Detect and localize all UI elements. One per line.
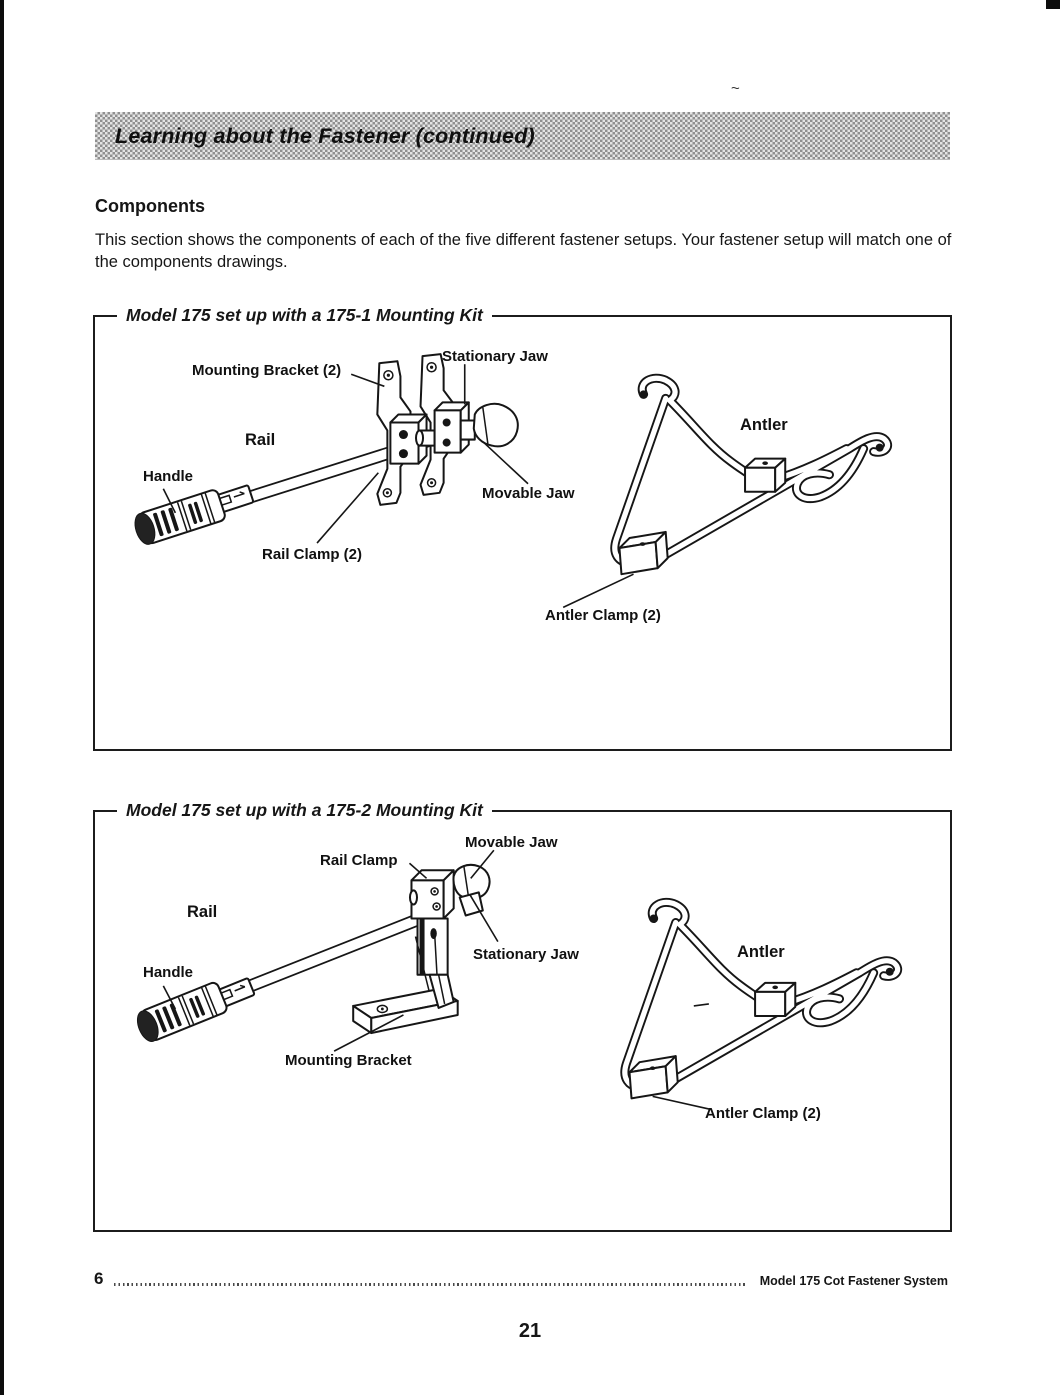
label-rail: Rail (187, 903, 218, 921)
label-handle: Handle (143, 964, 194, 981)
label-stationary-jaw: Stationary Jaw (442, 348, 548, 365)
footer-section-number: 6 (94, 1269, 104, 1288)
fastener-diagram-175-2 (95, 812, 950, 1230)
figure-box-175-2 (93, 800, 952, 1232)
scan-corner-mark (1046, 0, 1060, 9)
label-stationary-jaw: Stationary Jaw (473, 946, 579, 963)
figure-title: Model 175 set up with a 175-1 Mounting Kit (117, 305, 492, 326)
label-rail-clamp: Rail Clamp (2) (262, 546, 363, 563)
page-number: 21 (518, 1320, 542, 1342)
footer-doc-title: Model 175 Cot Fastener System (759, 1274, 948, 1288)
banner-title: Learning about the Fastener (continued) (115, 124, 535, 148)
label-handle: Handle (143, 468, 194, 485)
components-heading: Components (95, 196, 205, 216)
label-antler: Antler (740, 416, 788, 434)
scan-edge-line (0, 0, 4, 1395)
section-banner (95, 112, 950, 160)
label-antler-clamp: Antler Clamp (2) (545, 607, 661, 624)
scan-tilde-mark: ~ (731, 80, 740, 97)
figure-title: Model 175 set up with a 175-2 Mounting Kit (117, 800, 492, 821)
figure-box-175-1 (93, 305, 952, 751)
label-rail-clamp: Rail Clamp (320, 852, 398, 869)
label-mounting-bracket: Mounting Bracket (2) (192, 362, 342, 379)
label-antler: Antler (737, 943, 785, 961)
label-rail: Rail (245, 431, 276, 449)
label-movable-jaw: Movable Jaw (482, 485, 575, 502)
label-movable-jaw: Movable Jaw (465, 834, 558, 851)
label-mounting-bracket: Mounting Bracket (285, 1052, 412, 1069)
footer-dotted-rule (114, 1283, 746, 1286)
label-antler-clamp: Antler Clamp (2) (705, 1105, 821, 1122)
intro-paragraph: This section shows the components of each of the five different fastener setups. Your fastener setup will match one of the components drawings. (95, 231, 952, 271)
fastener-diagram-175-1 (95, 317, 950, 749)
